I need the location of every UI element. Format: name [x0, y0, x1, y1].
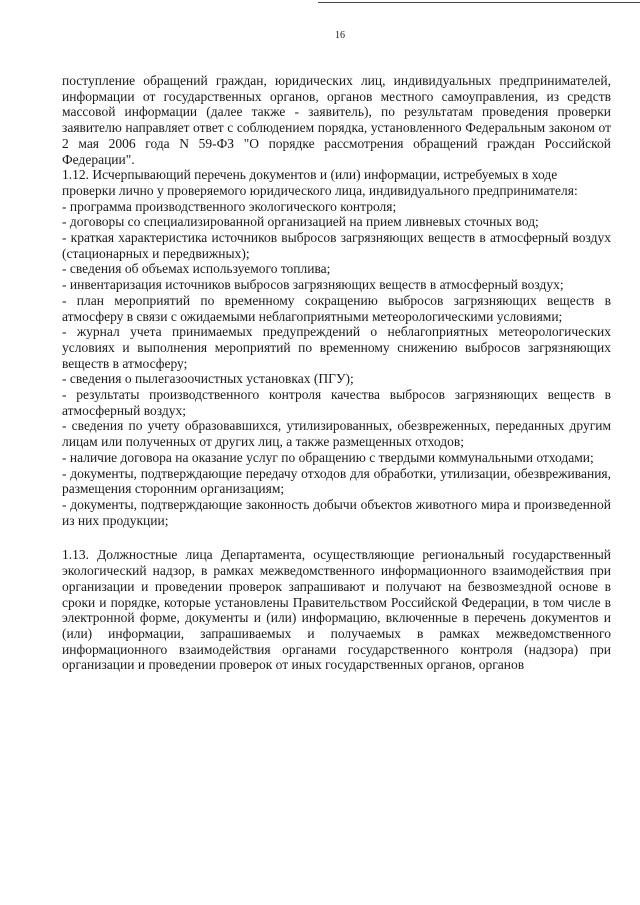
list-item: - сведения о пылегазоочистных установках (ПГУ); — [62, 371, 354, 387]
paragraph-1-12: 1.12. Исчерпывающий перечень документов и (или) информации, истребуемых в ходе проверки лично у проверяемого юридического лица, индивидуального предпринимателя: — [62, 167, 578, 198]
list-item: - сведения по учету образовавшихся, утилизированных, обезвреженных, переданных другим лицам или полученных от других лиц, а также размещенных отходов; — [62, 418, 611, 450]
list-item: - наличие договора на оказание услуг по обращению с твердыми коммунальными отходами; — [62, 449, 594, 465]
list-item: - сведения об объемах используемого топлива; — [62, 261, 331, 277]
list-item: - договоры со специализированной организацией на прием ливневых сточных вод; — [62, 214, 539, 230]
list-item: - план мероприятий по временному сокращению выбросов загрязняющих веществ в атмосферу в связи с ожидаемыми неблагоприятными метеорологическими условиями; — [62, 292, 611, 324]
list-item: - инвентаризация источников выбросов загрязняющих веществ в атмосферный воздух; — [62, 277, 564, 293]
paragraph-continuation: поступление обращений граждан, юридических лиц, индивидуальных предпринимателей, информации от государственных органов, органов местного самоуправления, из средств массовой информации (далее также - заявитель), по результатам проведения проверки заявителю направляет ответ с соблюдением порядка, установленного Федеральным законом от 2 мая 2006 года N 59-ФЗ "О порядке рассмотрения обращений граждан Российской Федерации". — [62, 73, 611, 167]
page-number: 16 — [335, 30, 345, 41]
list-item: - результаты производственного контроля качества выбросов загрязняющих веществ в атмосферный воздух; — [62, 387, 611, 418]
list-item: - журнал учета принимаемых предупреждений о неблагоприятных метеорологических условиях и выполнения мероприятий по временному снижению выбросов загрязняющих веществ в атмосферу; — [62, 324, 611, 371]
list-item: - документы, подтверждающие законность добычи объектов животного мира и произведенной из них продукции; — [62, 496, 611, 528]
header-rule — [318, 2, 640, 3]
list-item: - краткая характеристика источников выбросов загрязняющих веществ в атмосферный воздух (стационарных и передвижных); — [62, 230, 611, 261]
paragraph-gap — [62, 528, 611, 547]
list-item: - документы, подтверждающие передачу отходов для обработки, утилизации, обезвреживания, размещения сторонним организациям; — [62, 465, 611, 497]
paragraph-1-13: 1.13. Должностные лица Департамента, осуществляющие региональный государственный экологический надзор, в рамках межведомственного информационного взаимодействия при организации и проведении проверок запрашивают и получают на безвозмездной основе в сроки и порядке, которые установлены Правительством Российской Федерации, в том числе в электронной форме, документы и (или) информацию, включенные в перечень документов и (или) информации, запрашиваемых и получаемых в рамках межведомственного информационного взаимодействия органами государственного контроля (надзора) при организации и проведении проверок от иных государственных органов, органов — [62, 547, 611, 673]
document-body — [62, 73, 611, 673]
list-item: - программа производственного экологического контроля; — [62, 198, 397, 214]
